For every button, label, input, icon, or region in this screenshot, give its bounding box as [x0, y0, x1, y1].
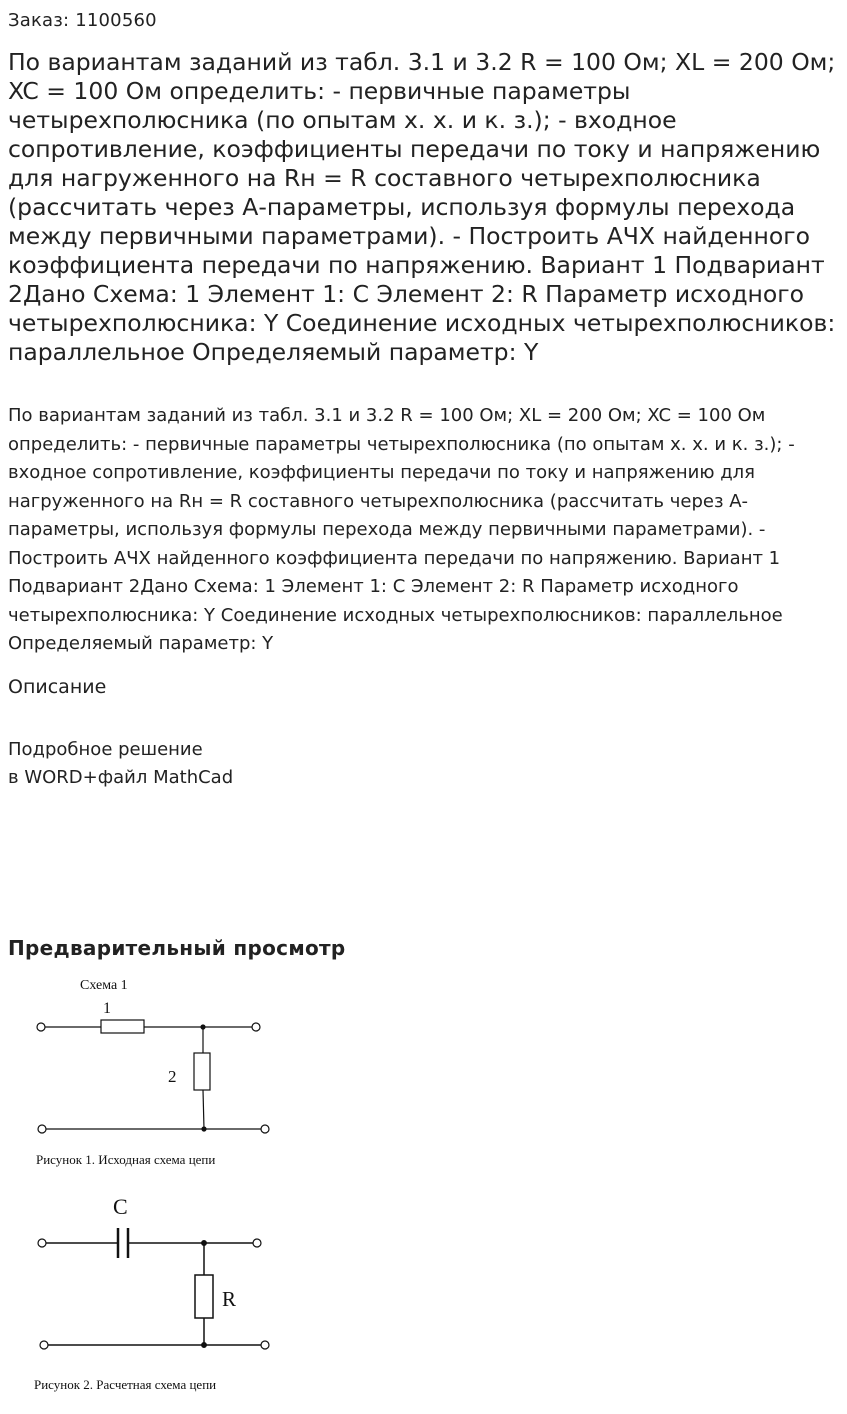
scheme-2-junction [202, 1241, 206, 1245]
scheme-2-terminal [253, 1239, 261, 1247]
description-heading: Описание [8, 676, 107, 698]
scheme-2-capacitor-label: C [113, 1194, 128, 1219]
task-description-small: По вариантам заданий из табл. 3.1 и 3.2 R = 100 Ом; XL = 200 Ом; XC = 100 Ом определить: - первичные параметры четырехполюсника (по опытам х. х. и к. з.); - входное сопротивление, коэффициенты передачи по току и напряжению для нагруженного на Rн = R составного четырехполюсника (рассчитать через А-параметры, используя формулы перехода между первичными параметрами). - Построить АЧХ найденного коэффициента передачи по напряжению. Вариант 1 Подвариант 2Дано Схема: 1 Элемент 1: C Элемент 2: R Параметр исходного четырехполюсника: Y Соединение исходных четырехполюсников: параллельное Определяемый параметр: Y [8, 405, 795, 654]
scheme-2-terminal [261, 1341, 269, 1349]
scheme-1-terminal [38, 1125, 46, 1133]
description-line-2: в WORD+файл MathCad [8, 767, 234, 788]
scheme-1-element-2 [194, 1053, 210, 1090]
scheme-1-junction [202, 1127, 206, 1131]
scheme-2-resistor [195, 1275, 213, 1318]
scheme-2-terminal [38, 1239, 46, 1247]
scheme-1-diagram [37, 1020, 269, 1133]
scheme-1-caption: Рисунок 1. Исходная схема цепи [36, 1152, 216, 1167]
scheme-1-terminal [252, 1023, 260, 1031]
scheme-1-junction [201, 1025, 205, 1029]
preview-heading: Предварительный просмотр [8, 936, 346, 960]
scheme-2-caption: Рисунок 2. Расчетная схема цепи [34, 1377, 217, 1392]
scheme-1-terminal [261, 1125, 269, 1133]
scheme-2-resistor-label: R [222, 1287, 237, 1311]
description-line-1: Подробное решение [8, 739, 203, 760]
scheme-1-element-2-label: 2 [168, 1067, 177, 1086]
scheme-2-junction [202, 1343, 206, 1347]
circuit-preview-image [0, 960, 320, 1400]
scheme-1-terminal [37, 1023, 45, 1031]
scheme-1-element-1-label: 1 [103, 1000, 111, 1017]
order-number: Заказ: 1100560 [8, 10, 157, 31]
task-description-large: По вариантам заданий из табл. 3.1 и 3.2 R = 100 Ом; XL = 200 Ом; XC = 100 Ом определить: - первичные параметры четырехполюсника (по опытам х. х. и к. з.); - входное сопротивление, коэффициенты передачи по току и напряжению для нагруженного на Rн = R составного четырехполюсника (рассчитать через А-параметры, используя формулы перехода между первичными параметрами). - Построить АЧХ найденного коэффициента передачи по напряжению. Вариант 1 Подвариант 2Дано Схема: 1 Элемент 1: C Элемент 2: R Параметр исходного четырехполюсника: Y Соединение исходных четырехполюсников: параллельное Определяемый параметр: Y [8, 48, 836, 366]
scheme-2-terminal [40, 1341, 48, 1349]
scheme-1-title: Схема 1 [80, 978, 128, 993]
scheme-1-element-1 [101, 1020, 144, 1033]
